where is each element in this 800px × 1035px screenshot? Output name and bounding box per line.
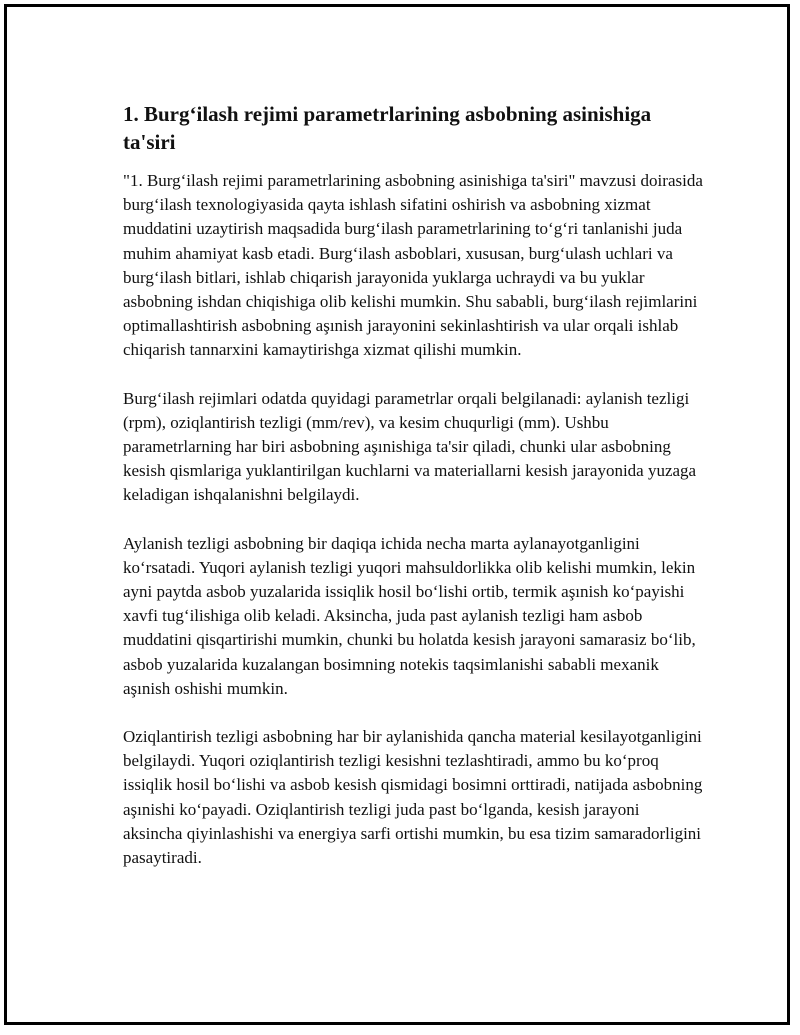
paragraph-feed-rate: Oziqlantirish tezligi asbobning har bir aylanishida qancha material kesilayotganligini belgilaydi. Yuqori oziqlantirish tezligi kesishni tezlashtiradi, ammo bu ko‘proq issiqlik hosil bo‘lishi va asbob kesish qismidagi bosimni orttiradi, natijada asbobning aşınishi ko‘payadi. Oziqlantirish tezligi juda past bo‘lganda, kesish jarayoni aksincha qiyinlashishi va energiya sarfi ortishi mumkin, bu esa tizim samaradorligini pasaytiradi.	[123, 727, 703, 868]
paragraph-parameters: Burg‘ilash rejimlari odatda quyidagi parametrlar orqali belgilanadi: aylanish tezligi (rpm), oziqlantirish tezligi (mm/rev), va kesim chuqurligi (mm). Ushbu parametrlarning har biri asbobning aşınishiga ta'sir qiladi, chunki ular asbobning kesish qismlariga yuklantirilgan kuchlarni va materiallarni kesish jarayonida yuzaga keladigan ishqalanishni belgilaydi.	[123, 388, 697, 505]
document-page	[4, 4, 790, 1025]
paragraph-rotation-speed: Aylanish tezligi asbobning bir daqiqa ichida necha marta aylanayotganligini ko‘rsatadi. Yuqori aylanish tezligi yuqori mahsuldorlikka olib kelishi mumkin, lekin ayni paytda asbob yuzalarida issiqlik hosil bo‘lishi ortib, termik aşınish ko‘payishi xavfi tug‘ilishiga olib keladi. Aksincha, juda past aylanish tezligi ham asbob muddatini qisqartirishi mumkin, chunki bu holatda kesish jarayoni samarasiz bo‘lib, asbob yuzalarida kuzalangan bosimning notekis taqsimlanishi sababli mexanik aşınish oshishi mumkin.	[123, 533, 696, 698]
document-body	[123, 100, 703, 894]
section-title: 1. Burg‘ilash rejimi parametrlarining asbobning asinishiga ta'siri	[123, 102, 652, 154]
paragraph-intro: "1. Burg‘ilash rejimi parametrlarining asbobning asinishiga ta'siri" mavzusi doirasida burg‘ilash texnologiyasida qayta ishlash sifatini oshirish va asbobning xizmat muddatini uzaytirish maqsadida burg‘ilash parametrlarining to‘g‘ri tanlanishi juda muhim ahamiyat kasb etadi. Burg‘ilash asboblari, xususan, burg‘ulash uchlari va burg‘ilash bitlari, ishlab chiqarish jarayonida yuklarga uchraydi va bu yuklar asbobning ishdan chiqishiga olib kelishi mumkin. Shu sababli, burg‘ilash rejimlarini optimallashtirish asbobning aşınish jarayonini sekinlashtirish va ular orqali ishlab chiqarish tannarxini kamaytirishga xizmat qilishi mumkin.	[123, 171, 703, 360]
